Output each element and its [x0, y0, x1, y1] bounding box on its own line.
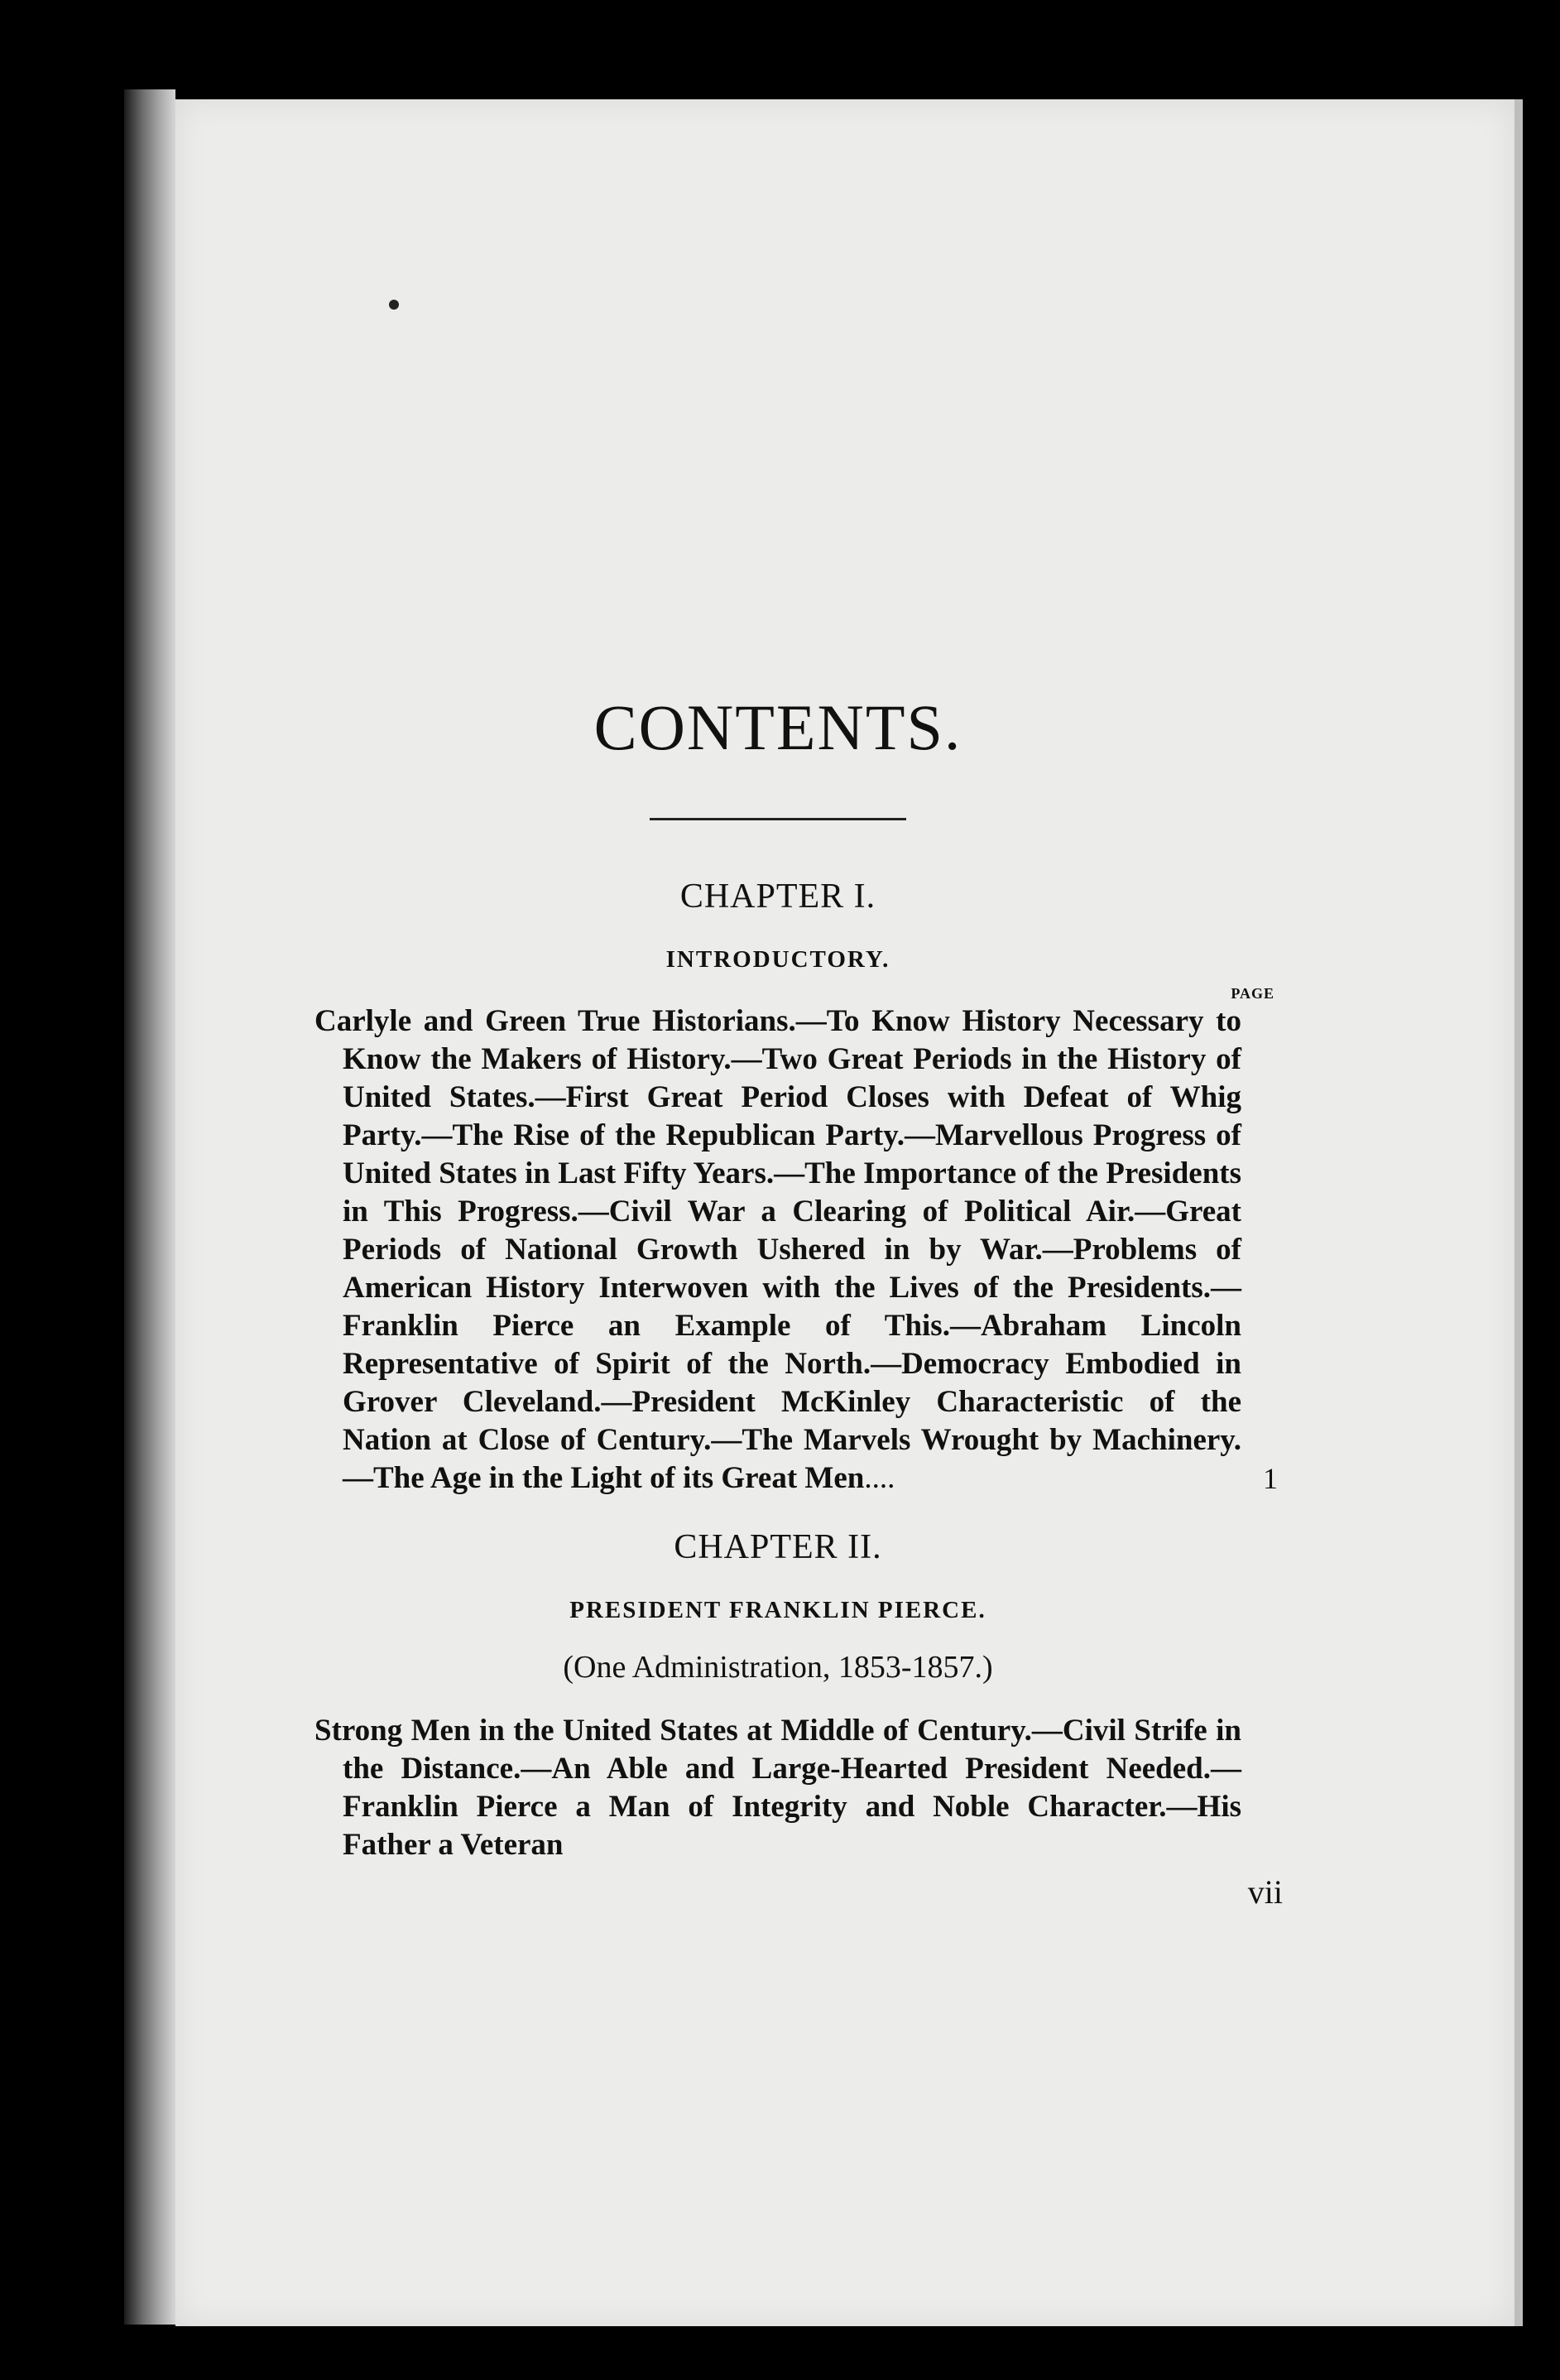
page-folio: vii — [1247, 1873, 1283, 1911]
ink-speck — [389, 300, 399, 310]
chapter-1 — [314, 877, 1274, 1498]
chapter-subheading: INTRODUCTORY. — [665, 946, 890, 973]
page-edge — [1514, 99, 1523, 2326]
chapter-summary-text: Strong Men in the United States at Middle of Century.—Civil Strife in the Distance.—An Able and Large-Hearted President Needed.—Franklin Pierce a Man of Integrity and Noble Character.—His Father a Veteran — [314, 1714, 1241, 1862]
chapter-summary — [314, 1002, 1241, 1498]
administration-dates: (One Administration, 1853-1857.) — [563, 1650, 993, 1685]
page-title: CONTENTS. — [593, 691, 962, 763]
chapter-heading: CHAPTER I. — [679, 877, 876, 916]
title-rule — [650, 818, 906, 820]
contents-body — [314, 691, 1283, 1911]
dot-leader: .... — [864, 1461, 895, 1495]
chapter-subheading: PRESIDENT FRANKLIN PIERCE. — [569, 1597, 986, 1623]
book-spine-shadow — [124, 89, 175, 2325]
chapter-heading: CHAPTER II. — [674, 1528, 882, 1566]
chapter-2 — [314, 1527, 1241, 1864]
chapter-summary — [314, 1712, 1241, 1864]
page-column-label: PAGE — [1231, 985, 1274, 1002]
chapter-summary-text: Carlyle and Green True Historians.—To Know History Necessary to Know the Makers of History.—Two Great Periods in the History of United States.—First Great Period Closes with Defeat of Whig Party.—The Rise of the Republican Party.—Marvellous Progress of United States in Last Fifty Years.—The Importance of the Presidents in This Progress.—Civil War a Clearing of Political Air.—Great Periods of National Growth Ushered in by War.—Problems of American History Interwoven with the Lives of the Presidents.—Franklin Pierce an Example of This.—Abraham Lincoln Representative of Spirit of the North.—Democracy Embodied in Grover Cleveland.—President McKinley Characteristic of the Nation at Close of Century.—The Marvels Wrought by Machinery.—The Age in the Light of its Great Men — [314, 1004, 1241, 1495]
